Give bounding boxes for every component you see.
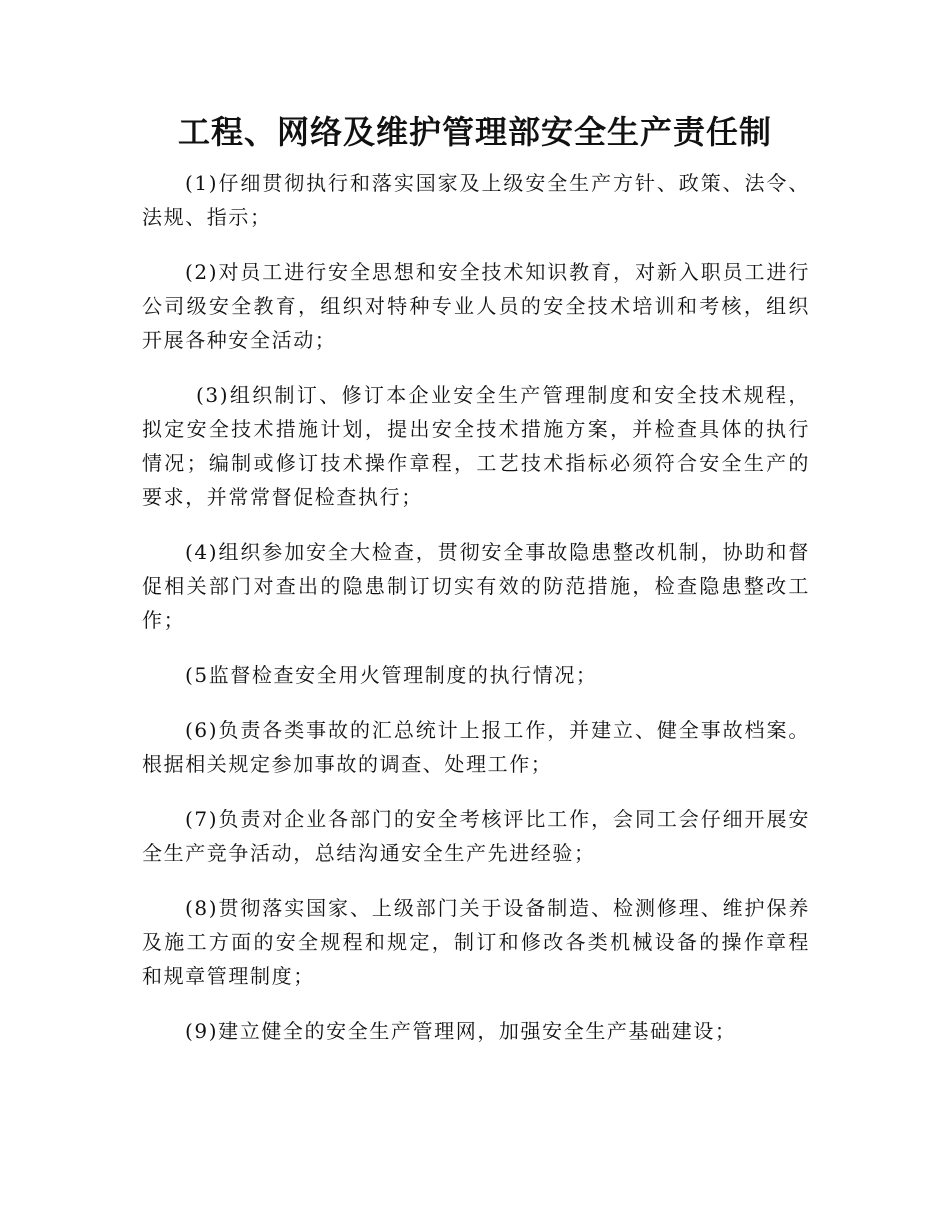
paragraph-6: (6)负责各类事故的汇总统计上报工作，并建立、健全事故档案。根据相关规定参加事故的调查、处理工作； [142, 718, 810, 776]
paragraph-1: (1)仔细贯彻执行和落实国家及上级安全生产方针、政策、法令、法规、指示； [142, 171, 810, 229]
paragraph-3: (3)组织制订、修订本企业安全生产管理制度和安全技术规程，拟定安全技术措施计划，提出安全技术措施方案，并检查具体的执行情况；编制或修订技术操作章程，工艺技术指标必须符合安全生产的要求，并常常督促检查执行； [142, 383, 810, 509]
paragraph-7: (7)负责对企业各部门的安全考核评比工作，会同工会仔细开展安全生产竞争活动，总结沟通安全生产先进经验； [142, 807, 810, 865]
paragraph-4: (4)组织参加安全大检查，贯彻安全事故隐患整改机制，协助和督促相关部门对查出的隐患制订切实有效的防范措施，检查隐患整改工作； [142, 540, 810, 632]
paragraph-2: (2)对员工进行安全思想和安全技术知识教育，对新入职员工进行公司级安全教育，组织对特种专业人员的安全技术培训和考核，组织开展各种安全活动； [142, 260, 810, 352]
paragraph-9: (9)建立健全的安全生产管理网，加强安全生产基础建设； [185, 1019, 737, 1043]
paragraph-8: (8)贯彻落实国家、上级部门关于设备制造、检测修理、维护保养及施工方面的安全规程和规定，制订和修改各类机械设备的操作章程和规章管理制度； [142, 896, 810, 988]
document-body [142, 166, 810, 1069]
paragraph-5: (5监督检查安全用火管理制度的执行情况； [185, 663, 598, 687]
document-title: 工程、网络及维护管理部安全生产责任制 [177, 113, 772, 151]
